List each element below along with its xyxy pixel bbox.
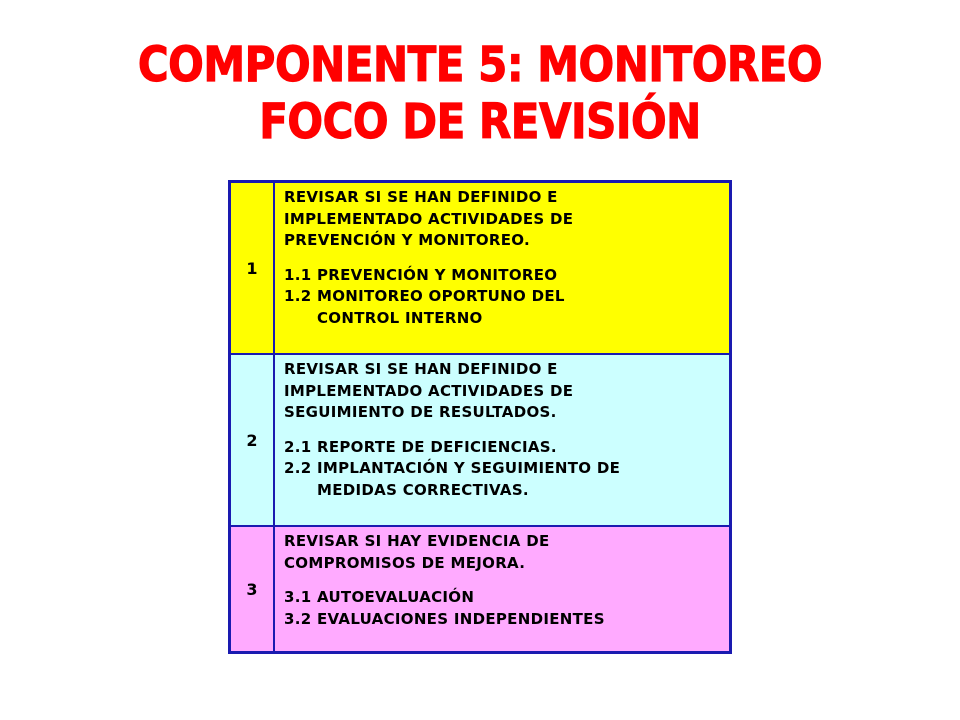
review-focus-table xyxy=(228,180,732,654)
row-number: 1 xyxy=(230,182,275,355)
slide-title: COMPONENTE 5: MONITOREO xyxy=(137,36,823,93)
description-line: IMPLEMENTADO ACTIVIDADES DE xyxy=(284,381,574,400)
description-line: COMPROMISOS DE MEJORA. xyxy=(284,553,526,572)
sub-item: 3.1 AUTOEVALUACIÓN xyxy=(284,588,475,606)
sub-item-continuation: MEDIDAS CORRECTIVAS. xyxy=(317,480,529,499)
table-row xyxy=(230,354,731,526)
description-line: IMPLEMENTADO ACTIVIDADES DE xyxy=(284,209,574,228)
description-line: REVISAR SI SE HAN DEFINIDO E xyxy=(284,188,558,206)
row-description xyxy=(274,182,731,355)
table-row xyxy=(230,526,731,653)
description-line: REVISAR SI HAY EVIDENCIA DE xyxy=(284,532,550,550)
row-number: 2 xyxy=(230,354,275,526)
table-row xyxy=(230,182,731,355)
row-description xyxy=(274,354,731,526)
slide-subtitle: FOCO DE REVISIÓN xyxy=(259,93,701,150)
sub-item: 2.2 IMPLANTACIÓN Y SEGUIMIENTO DE xyxy=(284,459,621,477)
row-description xyxy=(274,526,731,653)
sub-item: 3.2 EVALUACIONES INDEPENDIENTES xyxy=(284,609,605,628)
description-line: SEGUIMIENTO DE RESULTADOS. xyxy=(284,403,557,421)
sub-item: 1.2 MONITOREO OPORTUNO DEL xyxy=(284,287,565,305)
sub-item-continuation: CONTROL INTERNO xyxy=(317,308,483,327)
description-line: REVISAR SI SE HAN DEFINIDO E xyxy=(284,360,558,378)
sub-item: 1.1 PREVENCIÓN Y MONITOREO xyxy=(284,265,558,284)
sub-item: 2.1 REPORTE DE DEFICIENCIAS. xyxy=(284,437,557,456)
description-line: PREVENCIÓN Y MONITOREO. xyxy=(284,231,531,249)
row-number: 3 xyxy=(230,526,275,653)
